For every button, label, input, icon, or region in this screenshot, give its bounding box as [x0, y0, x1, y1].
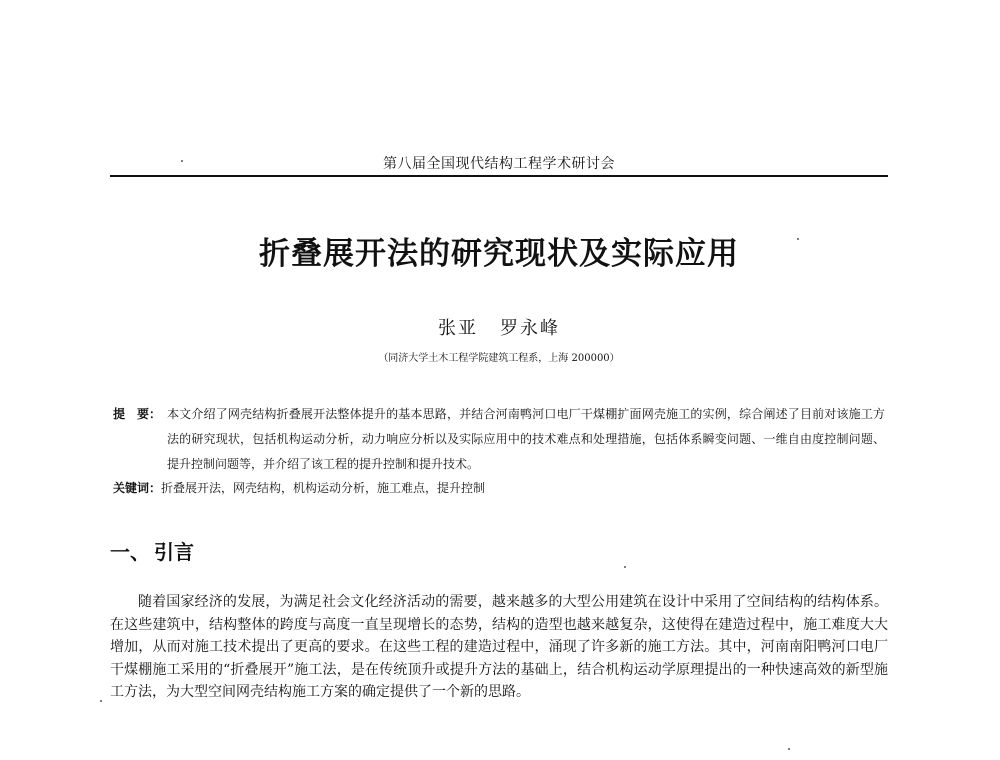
- author-name: 张亚: [438, 318, 478, 339]
- keywords-text: 折叠展开法，网壳结构，机构运动分析，施工难点，提升控制: [161, 481, 486, 495]
- scan-speck: [100, 700, 102, 702]
- scan-speck: [624, 566, 626, 568]
- running-header: 第八届全国现代结构工程学术研讨会: [383, 156, 615, 172]
- section-title: 引言: [154, 540, 194, 564]
- scan-speck: [797, 238, 799, 240]
- scan-speck: [181, 160, 183, 162]
- keywords: [113, 478, 885, 498]
- affiliation: （同济大学土木工程学院建筑工程系，上海 200000）: [378, 353, 620, 364]
- section-heading: [110, 536, 194, 565]
- author-name: 罗永峰: [500, 318, 560, 339]
- header-rule: [110, 175, 888, 177]
- section-number: 一、: [110, 540, 150, 564]
- keywords-label: 关键词：: [113, 481, 162, 495]
- paper-title: 折叠展开法的研究现状及实际应用: [259, 236, 739, 272]
- body-paragraph: 随着国家经济的发展，为满足社会文化经济活动的需要，越来越多的大型公用建筑在设计中采用了空间结构的结构体系。在这些建筑中，结构整体的跨度与高度一直呈现增长的态势，结构的造型也越来越复杂，这使得在建造过程中，施工难度大大增加，从而对施工技术提出了更高的要求。在这些工程的建造过程中，涌现了许多新的施工方法。其中，河南南阳鸭河口电厂干煤棚施工采用的“折叠展开”施工法，是在传统顶升或提升方法的基础上，结合机构运动学原理提出的一种快速高效的新型施工方法，为大型空间网壳结构施工方案的确定提供了一个新的思路。: [110, 594, 888, 700]
- scan-speck: [788, 748, 790, 750]
- abstract-label: 提 要：: [113, 407, 162, 421]
- author-list: [110, 314, 888, 340]
- abstract-text: 本文介绍了网壳结构折叠展开法整体提升的基本思路，并结合河南鸭河口电厂干煤棚扩面网壳施工的实例，综合阐述了目前对该施工方法的研究现状，包括机构运动分析，动力响应分析以及实际应用中的技术难点和处理措施，包括体系瞬变问题、一维自由度控制问题、提升控制问题等，并介绍了该工程的提升控制和提升技术。: [167, 407, 885, 471]
- abstract: [113, 402, 885, 477]
